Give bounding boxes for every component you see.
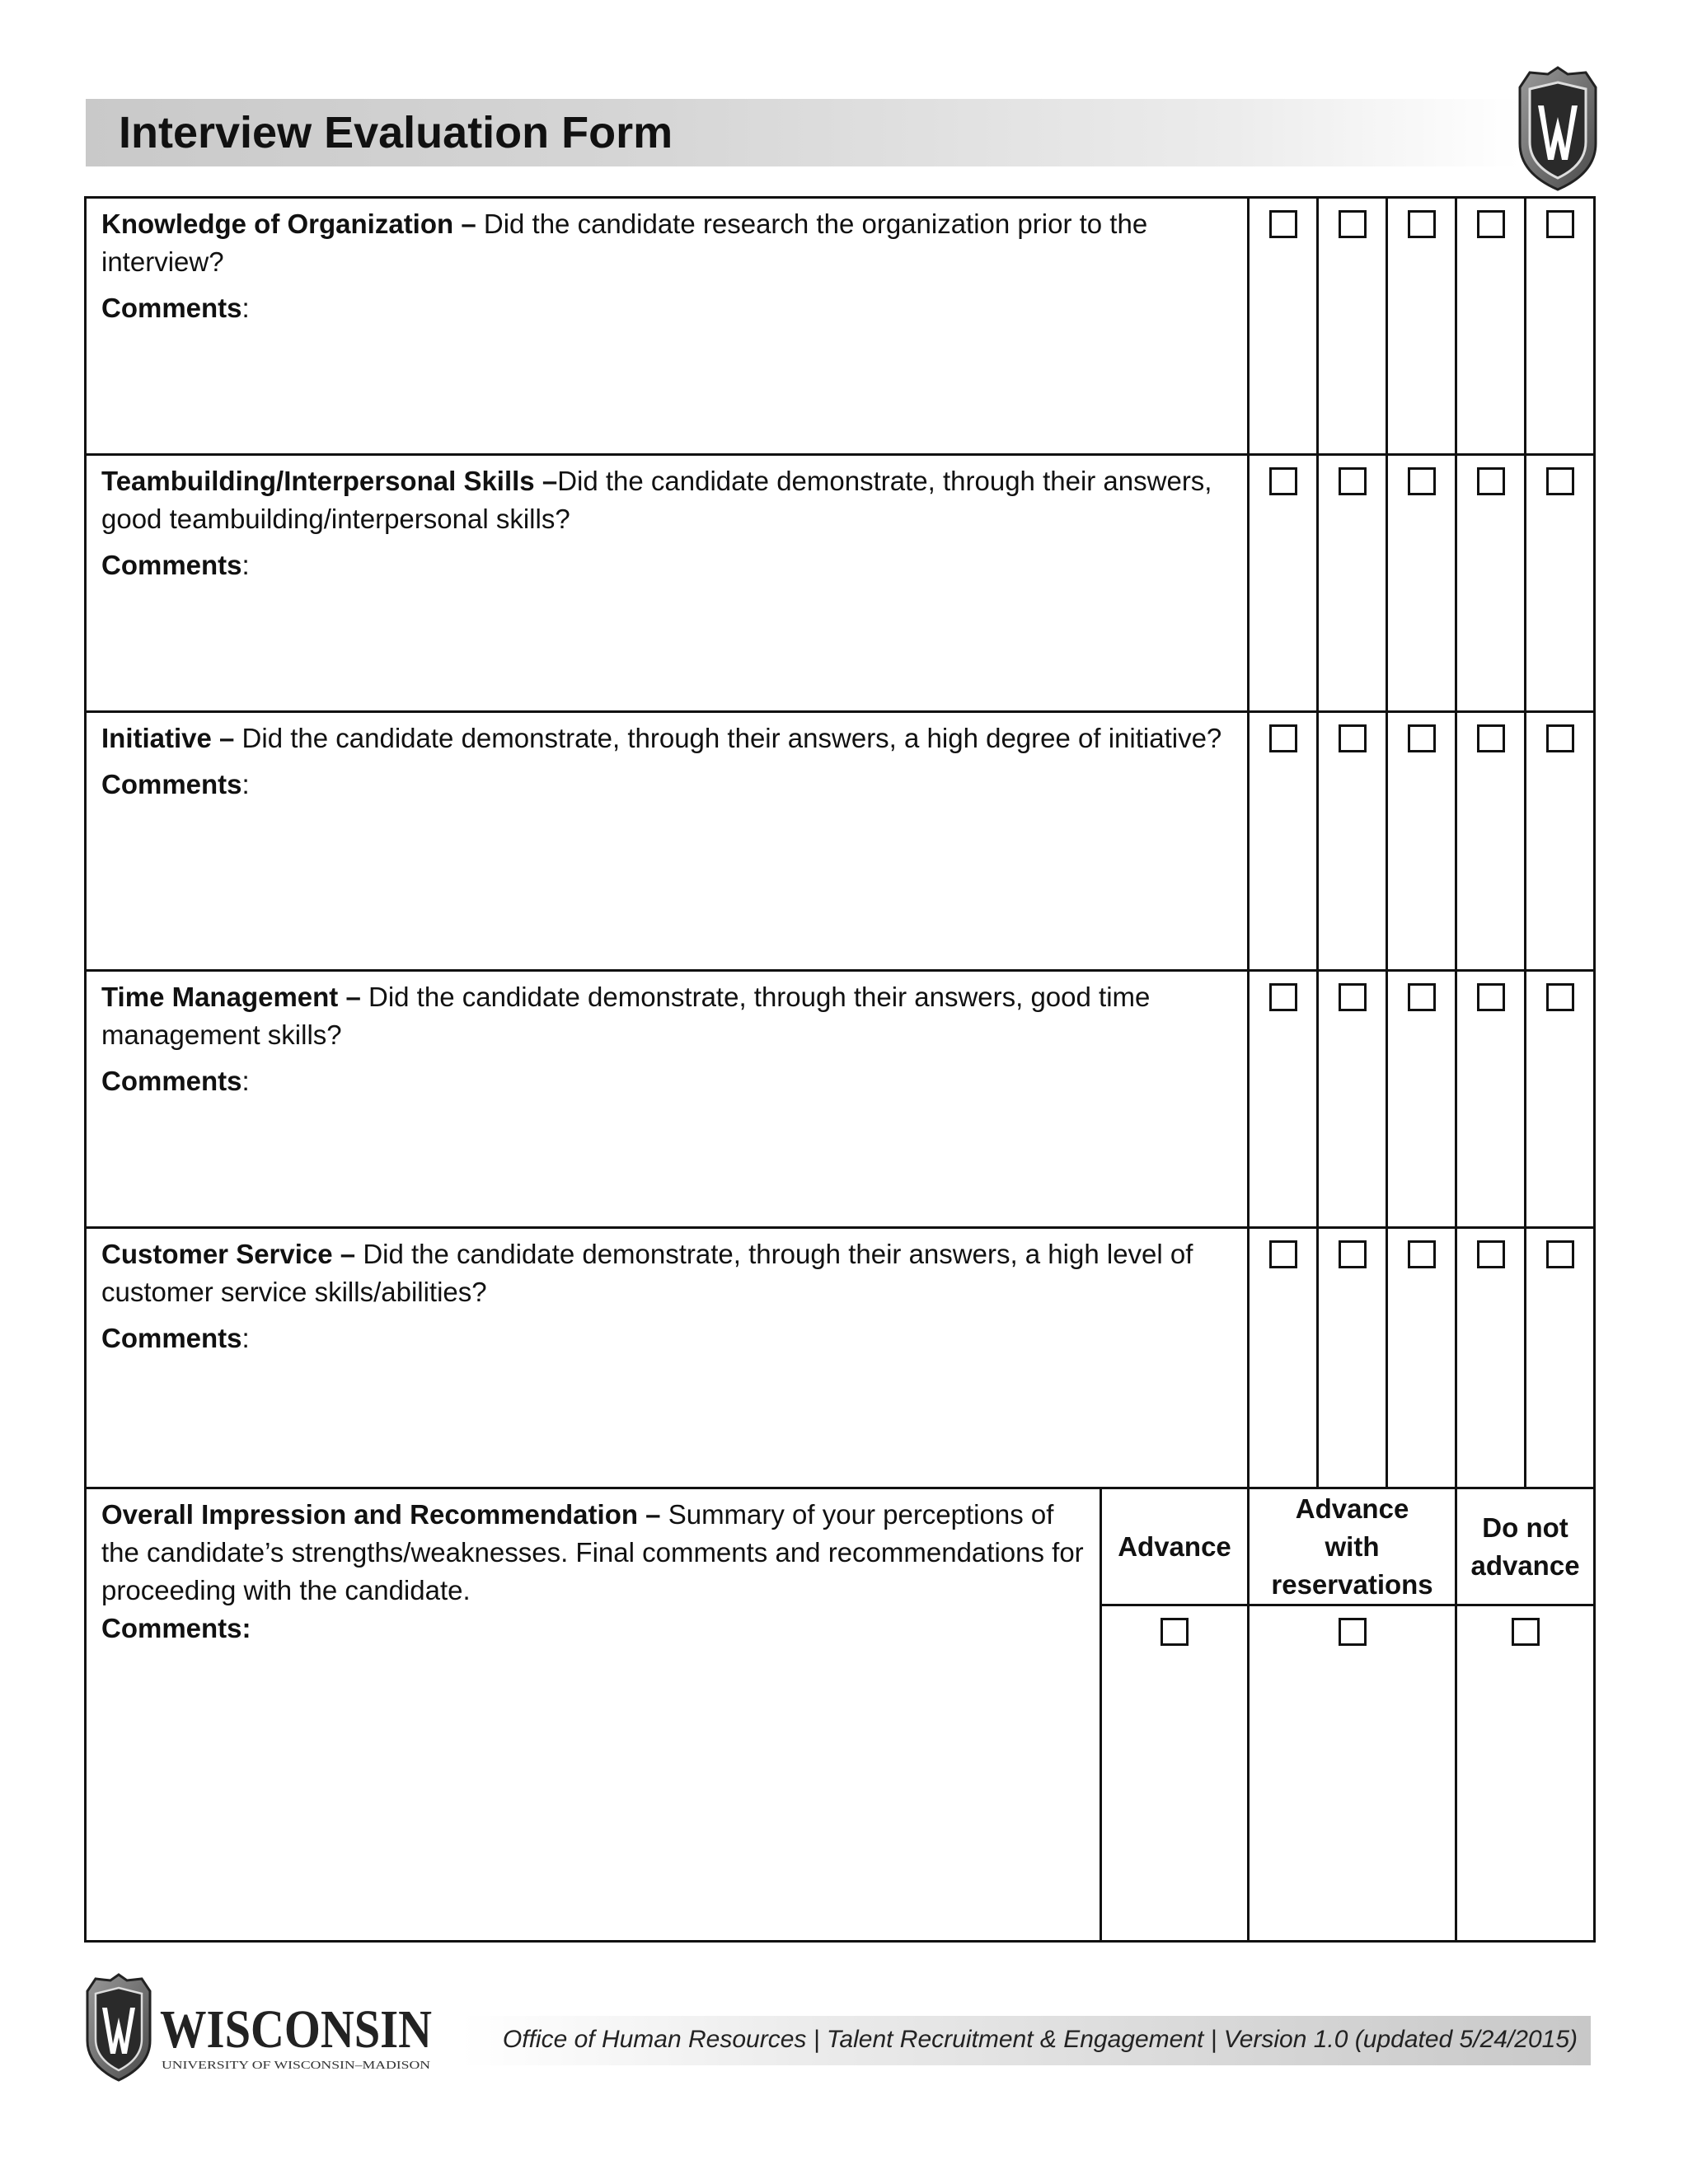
rating-checkbox[interactable]: [1269, 467, 1297, 495]
recommendation-advance-header: Advance: [1101, 1488, 1249, 1605]
question-cell: [86, 712, 1249, 971]
overall-title: Overall Impression and Recommendation –: [101, 1499, 661, 1530]
question-row-initiative: [86, 712, 1595, 971]
wisconsin-logo: [82, 1971, 437, 2091]
question-body: Did the candidate research the organization prior to the interview?: [101, 209, 1148, 277]
question-row-customer-service: [86, 1228, 1595, 1488]
recommendation-reservations-header: Advance with reservations: [1249, 1488, 1456, 1605]
question-row-knowledge: [86, 198, 1595, 455]
question-text: [101, 978, 1236, 1054]
rating-checkbox[interactable]: [1546, 983, 1574, 1011]
question-title: Customer Service –: [101, 1239, 356, 1269]
page-title: Interview Evaluation Form: [119, 108, 673, 157]
question-title: Initiative –: [101, 723, 235, 753]
overall-text: [101, 1496, 1088, 1610]
rating-checkbox[interactable]: [1477, 210, 1505, 238]
rating-checkbox[interactable]: [1477, 983, 1505, 1011]
question-text: [101, 462, 1236, 538]
advance-with-reservations-checkbox[interactable]: [1339, 1618, 1367, 1646]
title-bar: [86, 99, 1520, 166]
rating-checkbox[interactable]: [1339, 467, 1367, 495]
do-not-advance-checkbox[interactable]: [1512, 1618, 1540, 1646]
overall-row: [86, 1488, 1595, 1605]
rating-checkbox[interactable]: [1477, 724, 1505, 752]
rating-checkbox[interactable]: [1408, 467, 1436, 495]
overall-cell: [86, 1488, 1101, 1942]
overall-comments-label: Comments:: [101, 1613, 251, 1643]
comments-label: Comments:: [101, 1066, 250, 1096]
question-body: Did the candidate demonstrate, through their answers, good teambuilding/interpersonal skills?: [101, 466, 1212, 534]
question-body: Did the candidate demonstrate, through their answers, a high level of customer service skills/abilities?: [101, 1239, 1193, 1307]
comments-label: Comments:: [101, 1323, 250, 1353]
rating-checkbox[interactable]: [1339, 1240, 1367, 1268]
rating-checkbox[interactable]: [1269, 210, 1297, 238]
footer-bar: [462, 2016, 1591, 2065]
rating-checkbox[interactable]: [1269, 983, 1297, 1011]
rating-checkbox[interactable]: [1477, 1240, 1505, 1268]
rating-checkbox[interactable]: [1408, 724, 1436, 752]
rating-checkbox[interactable]: [1339, 724, 1367, 752]
question-body: Did the candidate demonstrate, through their answers, a high degree of initiative?: [234, 723, 1222, 753]
rating-checkbox[interactable]: [1546, 724, 1574, 752]
question-text: [101, 205, 1236, 281]
rating-checkbox[interactable]: [1408, 210, 1436, 238]
question-text: [101, 1235, 1236, 1311]
comments-label: Comments:: [101, 550, 250, 580]
comments-label: Comments:: [101, 293, 250, 323]
question-row-teambuilding: [86, 455, 1595, 712]
rating-checkbox[interactable]: [1477, 467, 1505, 495]
comments-label: Comments:: [101, 769, 250, 799]
question-title: Time Management –: [101, 982, 361, 1012]
rating-checkbox[interactable]: [1339, 983, 1367, 1011]
rating-checkbox[interactable]: [1546, 1240, 1574, 1268]
question-title: Teambuilding/Interpersonal Skills –: [101, 466, 558, 496]
recommendation-do-not-advance-header: Do not advance: [1456, 1488, 1595, 1605]
logo-wordmark: WISCONSIN: [160, 1999, 432, 2060]
logo-subtitle: UNIVERSITY OF WISCONSIN–MADISON: [162, 2060, 430, 2072]
rating-checkbox[interactable]: [1408, 983, 1436, 1011]
question-cell: [86, 1228, 1249, 1488]
advance-checkbox[interactable]: [1160, 1618, 1189, 1646]
uw-crest-logo: [1517, 64, 1599, 193]
rating-checkbox[interactable]: [1408, 1240, 1436, 1268]
rating-checkbox[interactable]: [1339, 210, 1367, 238]
overall-body: Summary of your perceptions of the candidate’s strengths/weaknesses. Final comments and recommendations for proceeding with the candidate.: [101, 1499, 1084, 1605]
question-text: [101, 719, 1236, 757]
question-cell: [86, 971, 1249, 1228]
rating-checkbox[interactable]: [1546, 210, 1574, 238]
question-row-time-management: [86, 971, 1595, 1228]
rating-checkbox[interactable]: [1269, 1240, 1297, 1268]
rating-checkbox[interactable]: [1269, 724, 1297, 752]
footer-text: Office of Human Resources | Talent Recruitment & Engagement | Version 1.0 (updated 5/24/2015): [502, 2026, 1578, 2053]
question-cell: [86, 198, 1249, 455]
evaluation-table: [84, 196, 1596, 1943]
rating-checkbox[interactable]: [1546, 467, 1574, 495]
question-cell: [86, 455, 1249, 712]
question-body: Did the candidate demonstrate, through their answers, good time management skills?: [101, 982, 1151, 1050]
question-title: Knowledge of Organization –: [101, 209, 476, 239]
